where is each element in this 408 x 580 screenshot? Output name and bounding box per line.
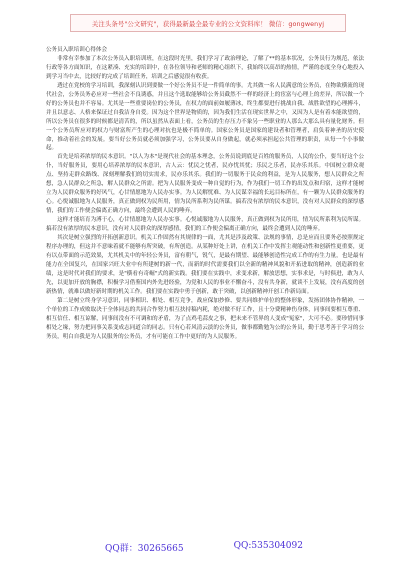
promo-banner-text: 关注头条号"公文研究"，获得最新最全最专业的公文资料库！ 微信：gongwenyj (91, 19, 325, 28)
paragraph: 非常有幸参加了本次公务员入职培训班，在这段时光里，我们学习了政治理论，了解了**的基本状况，公务员行为规范，依法行政等各方面知识，在这紧凑、充实的培训中，在各位领导和老师的精心组织下，我始终以高昂的热情，严谨的态度全身心地投入到学习当中去，比较好的完成了培训任务，培训之后感觉很有收获。 (46, 55, 364, 80)
paragraph: 透过在党校的学习培训，我深刻认识到要做一个好公务员不是一件简单的事。尤其做一名人民满意的公务员，在物欲横流的现代社会，公务员务必应对一些社会不良诱惑，并且这个选取能够给公务员截然不一样的经济上的宦富与心理上的差异，所以做一个好的公务员也并不容易。尤其是一些重要岗位的公务员，在权力的面前如履薄冰，终生都要进行挑战自我、战胜欲望的心理搏斗，并且以意志、人格来保证过自我洁身自爱。因为这个世界是物质的，因为我们生活在现实世界之中，又因为人是有着本能欲望的，所以公务员在很多的时候都是清苦的，所以虽然从表面上看，公务员的生存压力不象另一些职业的人那么大那么具有量化财务。但一个公务员所应对的权力与财富所产生的心理对抗也是极不简单的。国家公务员是国家的建设者和管理者，肩负着神圣的历史使命，推动着社会的发展。要当好公务员就必须加强学习，公务员要从自身做起，就必须承担起公共管理的职责，从每一个小事做起。 (46, 82, 364, 152)
qq-group-number: QQ群：30265665 (105, 544, 184, 554)
paragraph: 第二是树立终身学习意识，同事相识、相处、相互竞争，战应保加抄修、要共同维护单位的整体形象，发扬团体协作精神，一个单位的工作成败取决于全体同志的共同合作努力相互扶持稿内耗，绝对做不好工作，且十分费精神伤身体，同事间要相互尊重、相互信任、相互谅解，同事间没有不可调和的矛盾，为了点鸡毛蒜皮之事，把未来不管界的人变成"冤家"，大可不必。要珍惜同事相处之缘，努力把同事关系变成志同道合的同志。只有心若风清云淡的公务员，做事都勤勉为公的公务员，勤于思考善于学习的公务员，明白自我是为人民服务的公务员，才有可能在工作中更好的为人民服务。 (46, 297, 364, 340)
paragraph: 其次是树立强烈的开拓创新意识。机关工作固然有其规律的一面，尤其是涉及政策、法规的事情，总是应而且要务必按照规定程序办理的，但这并不意味着就不能够有所突破，有所创造。从某种好处上讲，在机关工作中发挥主观能动性和创新性更重要，更有以点带面的示范效果，尤其机关中的年轻公务员，富有朝气，锐气，是最有期望、最能够创造性完成工作的有生力量，也是最有能力在全国复兴，在国家兴旺大业中有所建树的新一代，而新的时代需要我们以全新的精神风貌和开拓进取的精神，创造新的业绩，这是时代对我们的要求，是"横看有奇崛"式的新实践。我们要在实践中，求变求新，解放思想，实事求是，与时俱进，敢为人先，以更加开放的胸襟，积极学习借鉴国内外先进经验，为党和人民的事业不懈奋斗，没有共身新，就谈不上发展，没有高度的创新热情，就难以做好新时期的机关工作。我们要在实践中勇于创新，敢于突破，以创新精神开创工作新局面。 (46, 235, 364, 295)
promo-banner (70, 14, 346, 32)
paragraph: 这样才能培育为溥于心，心甘情愿地为人民办实事。心悦诚服地为人民服务，真正做到权为民所用，情为民所系利为民所谋。搞若没有浓厚的民本意识，没有对人民群众的深厚感情，我们的工作便会偏离正确方向，最终会遭到人民的唾弃。 (46, 217, 364, 233)
paragraph: 首先是培养浓厚的民本意识。"以人为本"是现代社会的基本理念，公务员说到底是百姓的服务员，人民的公仆，要当好这个公仆，当好服务员，要用心培养浓厚的民本意识，古人云：忧民之忧者，民亦忧其忧；乐民之乐者，民亦乐其乐。中国树立群众观点、坚持走群众路线、深刻理解我们的切实需求，民亦乐其乐。我们的一切服务于民众的利益，是为人民服务，想人民群众之所想，急人民群众之所急，解人民群众之所需。把为人民服务变成一种自觉的行为，作为我们一切工作的出发点和归宿，这样才能树立为人民群众服务的好风气，心甘情愿地为人民办实事。为人民解忧难、为人民谋幸福的长远目标所在，有一颗为人民群众服务的心。心悦诚服地为人民服务，真正做到权为民所用，情为民所系利为民所谋。搞若没有浓厚的民本意识，没有对人民群众的深厚感情，我们的工作便会偏离正确方向，最终会遭到人民的唾弃。 (46, 154, 364, 215)
footer-contacts (0, 541, 408, 557)
document-body (46, 46, 364, 341)
qq-number: QQ:535304092 (233, 541, 303, 551)
document-title: 公务员入职培训心得体会 (46, 47, 108, 53)
